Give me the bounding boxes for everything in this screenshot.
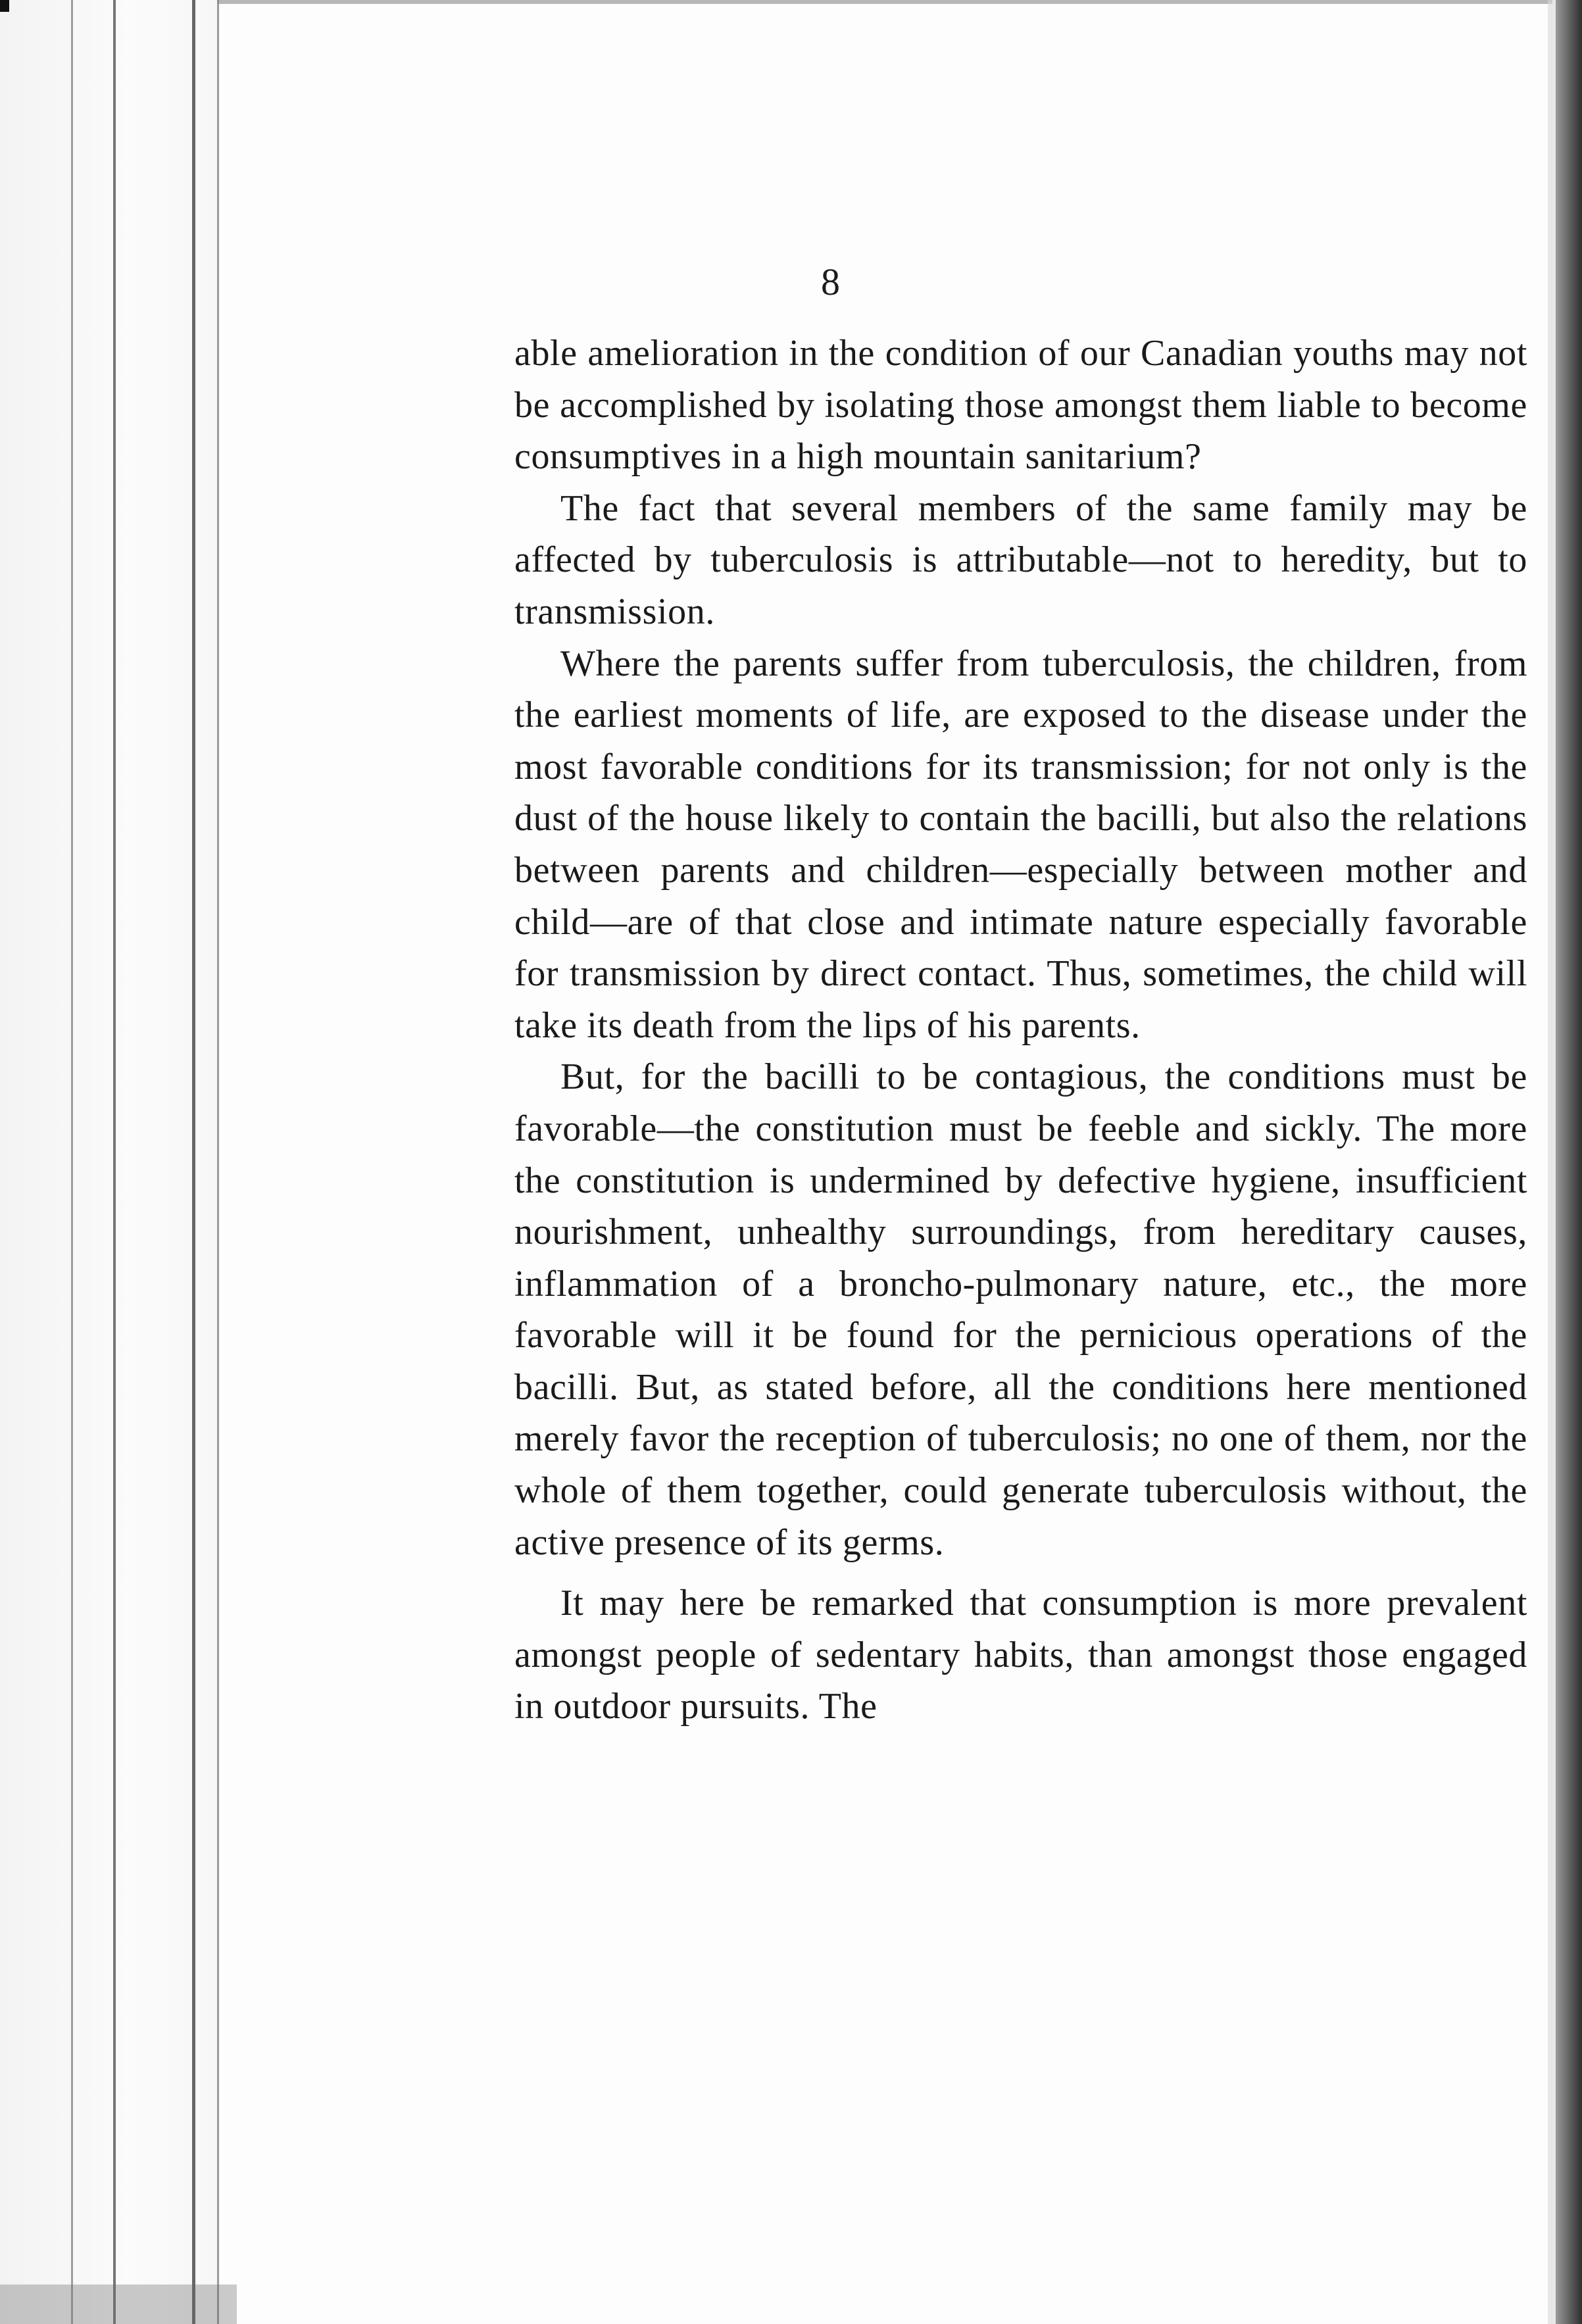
book-gutter — [0, 0, 217, 2324]
page-edge-line — [192, 0, 195, 2324]
paragraph-continuation: able amelioration in the condition of our Canadian youths may not be accomplished by isolating those amongst them liable to become consumptives in a high mountain sanitarium? — [514, 333, 1527, 478]
paragraph: Where the parents suffer from tuberculosis, the children, from the earliest moments of life, are exposed to the disease under the most favorable conditions for its transmission; for not only is the dust of the house likely to contain the bacilli, but also the relations between parents and children—especially between mother and child—are of that close and intimate nature especially favorable for transmission by direct contact. Thus, sometimes, the child will take its death from the lips of his parents. — [514, 643, 1527, 1046]
body-text — [514, 328, 1527, 1733]
right-page-fray — [1548, 0, 1556, 2324]
top-page-edge — [217, 0, 1552, 4]
bottom-gutter-shadow — [0, 2285, 237, 2324]
paragraph: It may here be remarked that consumption is more prevalent amongst people of sedentary habits, than amongst those engaged in outdoor pursuits. The — [514, 1583, 1527, 1727]
page-edge-line — [217, 0, 219, 2324]
page-edge-line — [71, 0, 73, 2324]
right-page-edge — [1556, 0, 1582, 2324]
paragraph: But, for the bacilli to be contagious, the conditions must be favorable—the constitution must be feeble and sickly. The more the constitution is undermined by defective hygiene, insufficient nourishment, unhealthy surroundings, from hereditary causes, inflammation of a broncho-pulmonary nature, etc., the more favorable will it be found for the pernicious operations of the bacilli. But, as stated before, all the conditions here mentioned merely favor the reception of tuberculosis; no one of them, nor the whole of them together, could generate tuberculosis without, the active presence of its germs. — [514, 1056, 1527, 1563]
paragraph: The fact that several members of the same family may be affected by tuberculosis is attributable—not to heredity, but to transmission. — [514, 487, 1527, 632]
scan-corner-mark — [0, 0, 9, 12]
page-number: 8 — [821, 260, 840, 303]
page-edge-line — [113, 0, 116, 2324]
